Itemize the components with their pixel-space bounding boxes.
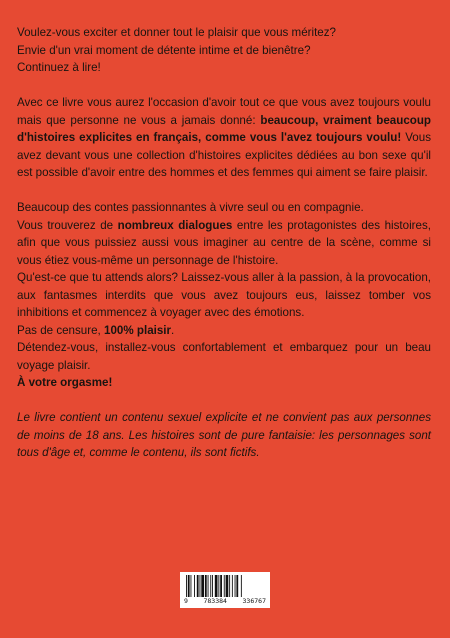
barcode-bar (208, 575, 209, 597)
barcode-bar (229, 575, 230, 597)
collection-text: Vous avez devant vous une collection d'histoires explicites dédiées au bon sexe qu'il est possible d'avoir entre des hommes et des femmes qui aiment se faire plaisir. (17, 131, 431, 179)
barcode-bar (188, 575, 190, 597)
barcode-digits (180, 597, 270, 605)
disclaimer: Le livre contient un contenu sexuel explicite et ne convient pas aux personnes de moins de 18 ans. Les histoires sont de pure fantaisie: les personnages sont tous d'âge et, comme le contenu, ils sont fictifs. (17, 411, 431, 459)
censure-line (17, 322, 431, 340)
back-cover-text (17, 24, 431, 462)
barcode-bar (220, 575, 222, 597)
paragraph-offer (17, 94, 431, 182)
barcode-bars (184, 575, 266, 597)
isbn-barcode (180, 572, 270, 608)
intro-line-1: Voulez-vous exciter et donner tout le plaisir que vous méritez? (17, 26, 336, 39)
barcode-bar (197, 575, 199, 597)
barcode-bar (241, 575, 242, 597)
barcode-bar (186, 575, 187, 597)
barcode-bar (215, 575, 218, 597)
relax-paragraph: Détendez-vous, installez-vous confortablement et embarquez pour un beau voyage plaisir. (17, 341, 431, 372)
barcode-bar (201, 575, 204, 597)
barcode-bar (236, 575, 238, 597)
barcode-bar (205, 575, 207, 597)
barcode-bar (232, 575, 233, 597)
dialogues-bold: nombreux dialogues (117, 218, 233, 232)
question-paragraph: Qu'est-ce que tu attends alors? Laissez-vous aller à la passion, à la provocation, aux fantasmes interdits que vous avez toujours eus, laissez tomber vos inhibitions et commencez à voyager avec des émotions. (17, 271, 431, 319)
censure-pre: Pas de censure, (17, 323, 105, 337)
censure-post: . (171, 323, 175, 337)
barcode-bar (210, 575, 211, 597)
barcode-bar (226, 575, 229, 597)
offer-bold: beaucoup, vraiment beaucoup d'histoires explicites en français, comme vous l'avez toujours voulu! (17, 113, 432, 144)
dialogues-post: entre les protagonistes des histoires, afin que vous puissiez aussi vous imaginer au centre de la scène, comme si vous étiez vous-même un personnage de l'histoire. (17, 218, 431, 267)
intro-line-2: Envie d'un vrai moment de détente intime et de bienêtre? (17, 43, 311, 57)
barcode-bar (235, 575, 236, 597)
contes-line: Beaucoup des contes passionnantes à vivre seul ou en compagnie. (17, 201, 364, 214)
barcode-digits-right: 336767 (242, 597, 266, 605)
barcode-bar (212, 575, 213, 597)
dialogues-pre: Vous trouverez de (17, 218, 118, 232)
censure-bold: 100% plaisir (104, 323, 172, 337)
final-line (17, 374, 431, 392)
barcode-bar (191, 575, 192, 597)
barcode-digit-lead: 9 (184, 597, 188, 605)
barcode-bar (194, 575, 195, 597)
barcode-bar (224, 575, 225, 597)
barcode-bar (200, 575, 201, 597)
offer-text: Avec ce livre vous aurez l'occasion d'avoir tout ce que vous avez toujours voulu mais que personne ne vous a jamais donné: (17, 96, 431, 127)
final-bold: À votre orgasme! (17, 376, 113, 389)
barcode-digits-left: 783384 (203, 597, 227, 605)
intro-line-3: Continuez à lire! (17, 61, 101, 74)
dialogues-paragraph (17, 217, 431, 270)
barcode-bar (218, 575, 219, 597)
